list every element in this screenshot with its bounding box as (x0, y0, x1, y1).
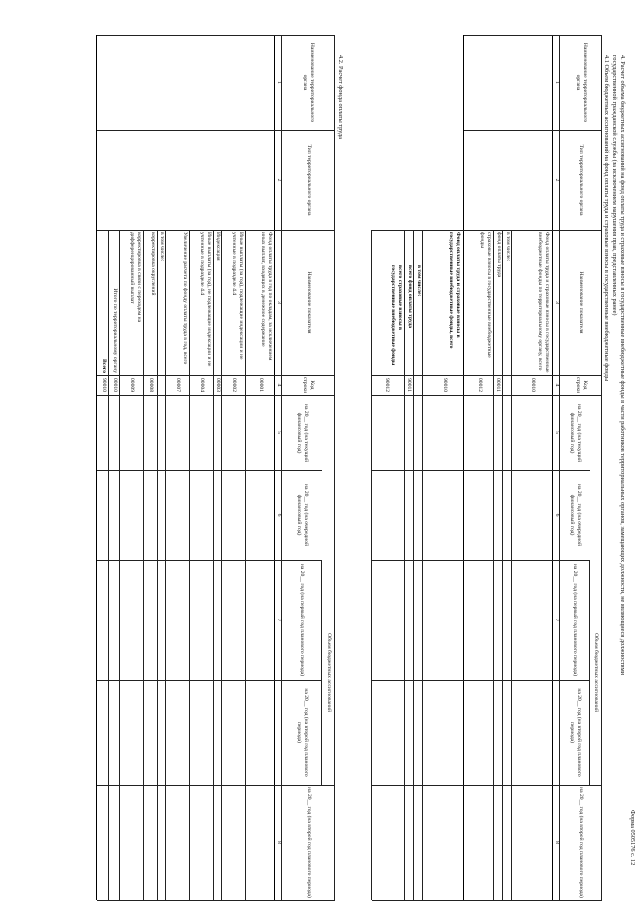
t1-num-2: 2 (554, 178, 560, 182)
t1-num-8: 8 (554, 841, 560, 844)
t1-row-name: всего страховые взносы в государственные внебюджетные фонды (390, 265, 403, 366)
t2-col-plan-year-2: на 20__ год (на второй год планового периода) (296, 688, 309, 777)
t2-row-name: в том числе: (159, 232, 165, 262)
t1-col-plan-year-2: на 20__ год (на второй год планового периода) (569, 688, 582, 777)
t2-col-plan-year-1: на 20__ год (на первый год планового периода) (299, 563, 306, 677)
t2-num-2: 2 (276, 178, 282, 182)
t2-col-next-year: на 20__ год (на очередной финансовый год) (296, 483, 309, 547)
t2-num-7: 7 (276, 618, 282, 622)
section-4-1-title: 4.1 Объем бюджетных ассигнований на фонд оплаты труда и страховые взносы в государственные внебюджетные фонды (603, 55, 610, 382)
t2-row-name: Фонд оплаты труда в год по окладам, за исключением иных выплат, входящих в денежное содержание (260, 232, 273, 361)
t1-row-name: в том числе: (505, 232, 511, 262)
t1-num-1: 1 (554, 81, 560, 84)
t1-row-name: в том числе: (416, 265, 422, 297)
t1-num-6: 6 (554, 513, 560, 517)
t2-num-1: 1 (276, 81, 282, 84)
t1-row-name: фонд оплаты труда (496, 232, 502, 278)
t1-row-code: 00011 (495, 378, 501, 392)
t1-row-code: 90012 (384, 378, 390, 392)
t1-num-7: 7 (554, 618, 560, 622)
t2-num-4: 4 (276, 383, 282, 387)
t1-row-name: Фонд оплаты труда и страховые взносы в государственные внебюджетные фонды по территориальному органу, всего (537, 232, 550, 373)
t2-col-current-year: на 20__ год (на текущий финансовый год) (296, 404, 309, 462)
t1-col-territorial-body-name: Наименование территориального органа (575, 42, 588, 123)
t2-row-name: Индексация (215, 232, 221, 261)
t2-col-row-code: Код строки (302, 376, 316, 394)
t1-row-name: страховые взносы в государственные внебюджетные фонды (479, 232, 492, 358)
t2-col-indicator-name: Наименование показателя (305, 271, 312, 334)
t2-row-code: 00010 (112, 378, 118, 392)
t1-col-group-budget: Объем бюджетных ассигнований (593, 633, 600, 712)
t1-num-3: 3 (554, 301, 560, 304)
t1-num-5: 5 (554, 431, 560, 434)
t2-row-name: Итого по территориальному органу (112, 288, 118, 373)
t1-row-code: 00012 (477, 378, 483, 392)
section-4-subtitle: государственной гражданской службы (за исключением нарушения прав, представленных ранее) (611, 55, 618, 316)
t2-row-name: Иные выплаты (за год), не подлежащие индексации и не учтенные в подразделе 4.4 (199, 232, 212, 367)
t2-row-name: Иные выплаты (за год), подлежащие индексации и не учтенные в подразделе 4.4 (231, 232, 244, 360)
t2-row-code: 90010 (101, 378, 107, 392)
t1-col-next-year: на 20__ год (на очередной финансовый год) (569, 483, 582, 547)
t2-num-3: 3 (276, 301, 282, 304)
t1-total-row-name: Фонд оплаты труда и страховые взносы в государственные внебюджетные фонды, всего (448, 232, 461, 349)
t2-col-plan-year-2-alt: на 20__ год (на второй год планового периода) (305, 787, 312, 898)
t1-col-plan-year-1: на 20__ год (на первый год планового периода) (572, 563, 579, 677)
t2-col-territorial-body-type: Тип территориального органа (305, 144, 312, 216)
t2-row-code: 00003 (215, 378, 221, 392)
t2-row-name: Увеличение расчета по фонду оплаты труда в год, всего (182, 232, 188, 365)
t2-row-name: корректировка в связи с переходом на дифференцированный выплат (129, 232, 142, 323)
t1-num-4: 4 (554, 383, 560, 387)
t1-col-plan-year-2-alt: на 20__ год (на второй год планового периода) (578, 787, 585, 898)
t2-col-group-budget: Объем бюджетных ассигнований (325, 633, 332, 712)
section-4-title: 4. Расчет объема бюджетных ассигнований на фонд оплаты труда и страховые взносы в государственные внебюджетные фонды в части работников территориальных органов, замещающих должности, не являющиеся должностями (619, 55, 626, 676)
t2-num-5: 5 (276, 431, 282, 434)
t2-row-code: 00009 (129, 378, 135, 392)
t2-row-code: 00002 (231, 378, 237, 392)
t1-col-row-code: Код строки (575, 376, 588, 394)
t2-col-territorial-body-name: Наименование территориального органа (302, 42, 316, 123)
t2-num-8: 8 (276, 841, 282, 844)
section-4-2-title: 4.2. Расчет фонда оплаты труда (337, 55, 344, 139)
t2-row-code: 00001 (258, 378, 264, 392)
t2-row-code: 00008 (148, 378, 154, 392)
t1-row-name: всего фонд оплаты труда (407, 265, 413, 329)
t1-col-territorial-body-type: Тип территориального органа (578, 144, 585, 216)
t1-col-current-year: на 20__ год (на текущий финансовый год) (569, 404, 582, 462)
t1-row-code: 90010 (442, 378, 448, 392)
t2-grand-total-label: Всего (101, 359, 107, 373)
t2-row-name: корректировка округлений (150, 232, 156, 296)
t2-num-6: 6 (276, 513, 282, 517)
form-code: Форма 0505176 с. 12 (629, 810, 636, 866)
t1-col-indicator-name: Наименование показателя (578, 271, 585, 334)
t2-row-code: 00007 (175, 378, 181, 392)
t2-row-code: 00004 (199, 378, 205, 392)
t1-row-code: 90011 (406, 378, 412, 392)
t1-row-code: 00010 (530, 378, 536, 392)
